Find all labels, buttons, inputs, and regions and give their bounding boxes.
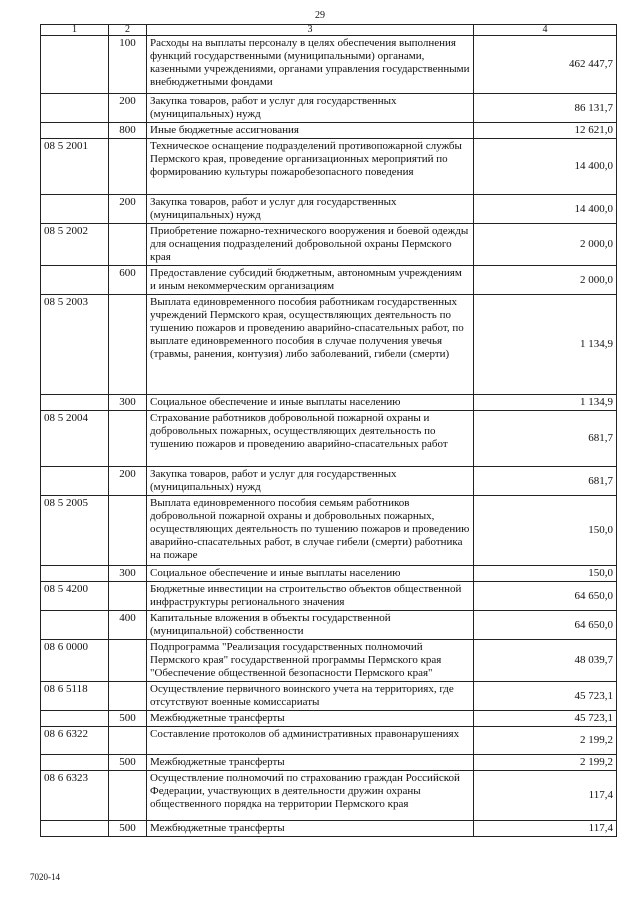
table-row	[41, 771, 617, 821]
row-code	[41, 755, 109, 771]
row-amount: 150,0	[474, 566, 617, 582]
row-type	[109, 771, 147, 821]
row-type	[109, 582, 147, 611]
row-code: 08 5 2001	[41, 139, 109, 195]
row-description: Социальное обеспечение и иные выплаты населению	[147, 395, 474, 411]
row-amount: 64 650,0	[474, 611, 617, 640]
row-code	[41, 36, 109, 94]
row-amount: 117,4	[474, 821, 617, 837]
row-type	[109, 411, 147, 467]
row-code: 08 6 5118	[41, 682, 109, 711]
row-description: Капитальные вложения в объекты государственной (муниципальной) собственности	[147, 611, 474, 640]
row-description: Предоставление субсидий бюджетным, автономным учреждениям и иным некоммерческим организациям	[147, 266, 474, 295]
row-description: Расходы на выплаты персоналу в целях обеспечения выполнения функций государственными (муниципальными) органами, казенными учреждениями, органами управления государственными внебюджетными фондами	[147, 36, 474, 94]
row-amount: 64 650,0	[474, 582, 617, 611]
row-description: Закупка товаров, работ и услуг для государственных (муниципальных) нужд	[147, 467, 474, 496]
row-code: 08 6 6322	[41, 727, 109, 755]
row-description: Выплата единовременного пособия работникам государственных учреждений Пермского края, осуществляющих деятельность по тушению пожаров и проведению аварийно-спасательных работ, по выплате единовременного пособия в случае получения увечья (травмы, ранения, контузия) либо заболеваний, гибели (смерти)	[147, 295, 474, 395]
row-description: Осуществление первичного воинского учета на территориях, где отсутствуют военные комиссариаты	[147, 682, 474, 711]
table-row	[41, 467, 617, 496]
column-header-4: 4	[474, 25, 617, 36]
table-row	[41, 640, 617, 682]
row-description: Техническое оснащение подразделений противопожарной службы Пермского края, проведение организационных мероприятий по формированию культуры пожаробезопасного поведения	[147, 139, 474, 195]
row-amount: 1 134,9	[474, 395, 617, 411]
column-header-3: 3	[147, 25, 474, 36]
row-type	[109, 682, 147, 711]
row-description: Осуществление полномочий по страхованию граждан Российской Федерации, участвующих в деятельности дружин охраны общественного порядка на территории Пермского края	[147, 771, 474, 821]
table-row	[41, 195, 617, 224]
table-row	[41, 411, 617, 467]
table-row	[41, 821, 617, 837]
row-description: Межбюджетные трансферты	[147, 755, 474, 771]
row-description: Бюджетные инвестиции на строительство объектов общественной инфраструктуры регионального значения	[147, 582, 474, 611]
row-code	[41, 611, 109, 640]
row-type: 400	[109, 611, 147, 640]
row-description: Страхование работников добровольной пожарной охраны и добровольных пожарных, осуществляющих деятельность по тушению пожаров и проведению аварийно-спасательных работ	[147, 411, 474, 467]
row-code	[41, 566, 109, 582]
row-amount: 681,7	[474, 411, 617, 467]
table-row	[41, 711, 617, 727]
row-amount: 462 447,7	[474, 36, 617, 94]
row-description: Выплата единовременного пособия семьям работников добровольной пожарной охраны и добровольных пожарных, осуществляющих деятельность по тушению пожаров и проведению аварийно-спасательных работ, в случае гибели (смерти) работника на пожаре	[147, 496, 474, 566]
row-code: 08 5 2005	[41, 496, 109, 566]
row-type: 300	[109, 395, 147, 411]
row-amount: 1 134,9	[474, 295, 617, 395]
row-description: Составление протоколов об административных правонарушениях	[147, 727, 474, 755]
row-type: 200	[109, 467, 147, 496]
row-amount: 2 000,0	[474, 266, 617, 295]
row-type	[109, 139, 147, 195]
row-code: 08 5 2004	[41, 411, 109, 467]
row-type: 500	[109, 711, 147, 727]
table-row	[41, 139, 617, 195]
row-amount: 150,0	[474, 496, 617, 566]
row-amount: 14 400,0	[474, 195, 617, 224]
row-description: Социальное обеспечение и иные выплаты населению	[147, 566, 474, 582]
row-code	[41, 711, 109, 727]
row-description: Закупка товаров, работ и услуг для государственных (муниципальных) нужд	[147, 94, 474, 123]
table-header-row	[41, 25, 617, 36]
row-code: 08 5 2003	[41, 295, 109, 395]
table-row	[41, 496, 617, 566]
table-row	[41, 94, 617, 123]
row-description: Подпрограмма "Реализация государственных полномочий Пермского края" государственной программы Пермского края "Обеспечение общественной безопасности Пермского края"	[147, 640, 474, 682]
table-row	[41, 566, 617, 582]
row-type: 300	[109, 566, 147, 582]
row-amount: 12 621,0	[474, 123, 617, 139]
row-type	[109, 496, 147, 566]
row-amount: 2 199,2	[474, 727, 617, 755]
row-amount: 86 131,7	[474, 94, 617, 123]
row-type: 200	[109, 195, 147, 224]
row-type	[109, 295, 147, 395]
row-description: Межбюджетные трансферты	[147, 711, 474, 727]
row-amount: 45 723,1	[474, 711, 617, 727]
budget-table	[40, 24, 617, 837]
row-code	[41, 395, 109, 411]
row-type: 500	[109, 755, 147, 771]
table-row	[41, 224, 617, 266]
table-row	[41, 611, 617, 640]
row-type	[109, 224, 147, 266]
table-row	[41, 123, 617, 139]
row-description: Закупка товаров, работ и услуг для государственных (муниципальных) нужд	[147, 195, 474, 224]
column-header-1: 1	[41, 25, 109, 36]
row-code	[41, 94, 109, 123]
row-type	[109, 727, 147, 755]
row-code: 08 5 4200	[41, 582, 109, 611]
table-row	[41, 36, 617, 94]
row-amount: 2 000,0	[474, 224, 617, 266]
row-amount: 48 039,7	[474, 640, 617, 682]
row-code	[41, 467, 109, 496]
table-row	[41, 266, 617, 295]
table-row	[41, 295, 617, 395]
row-type: 500	[109, 821, 147, 837]
table-row	[41, 582, 617, 611]
row-type: 100	[109, 36, 147, 94]
page-number: 29	[315, 10, 325, 21]
table-row	[41, 682, 617, 711]
row-code	[41, 195, 109, 224]
table-row	[41, 755, 617, 771]
form-code: 7020-14	[30, 872, 60, 882]
row-code: 08 6 0000	[41, 640, 109, 682]
row-amount: 14 400,0	[474, 139, 617, 195]
row-amount: 2 199,2	[474, 755, 617, 771]
row-code: 08 6 6323	[41, 771, 109, 821]
row-amount: 681,7	[474, 467, 617, 496]
row-description: Межбюджетные трансферты	[147, 821, 474, 837]
row-type: 800	[109, 123, 147, 139]
row-type: 200	[109, 94, 147, 123]
row-code	[41, 123, 109, 139]
row-type	[109, 640, 147, 682]
table-row	[41, 727, 617, 755]
row-amount: 117,4	[474, 771, 617, 821]
column-header-2: 2	[109, 25, 147, 36]
row-description: Приобретение пожарно-технического вооружения и боевой одежды для оснащения подразделений добровольной охраны Пермского края	[147, 224, 474, 266]
row-type: 600	[109, 266, 147, 295]
row-description: Иные бюджетные ассигнования	[147, 123, 474, 139]
row-code: 08 5 2002	[41, 224, 109, 266]
row-amount: 45 723,1	[474, 682, 617, 711]
row-code	[41, 821, 109, 837]
table-row	[41, 395, 617, 411]
row-code	[41, 266, 109, 295]
